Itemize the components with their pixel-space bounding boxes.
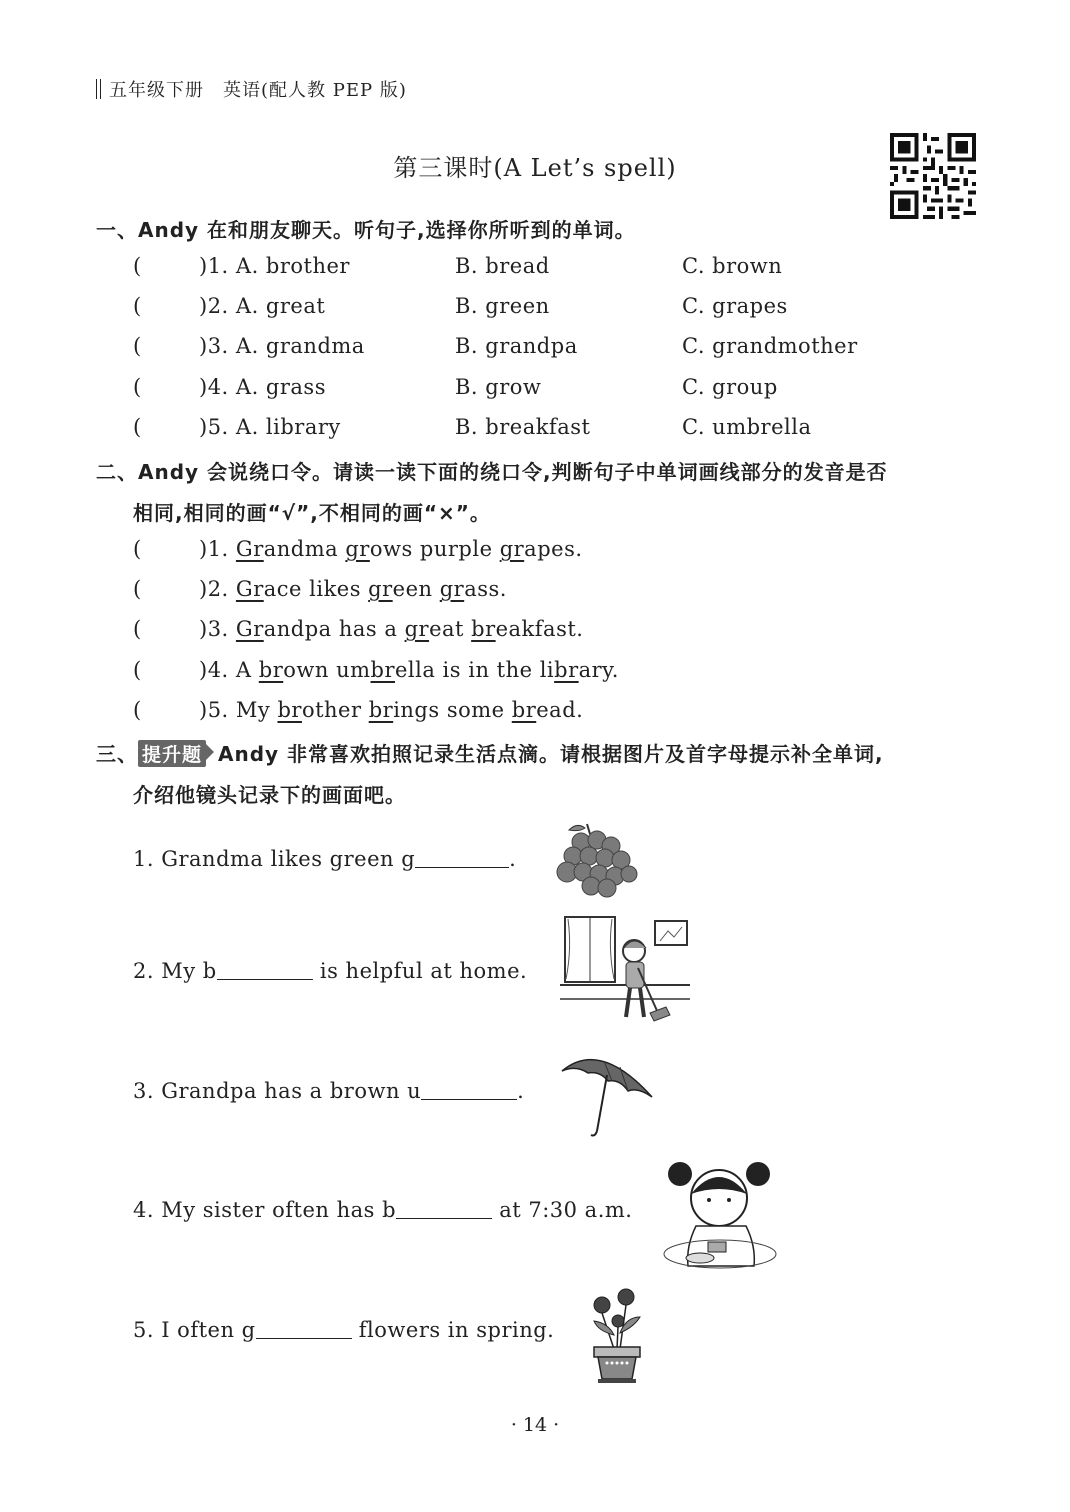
page-number: · 14 · xyxy=(510,1414,560,1436)
option-b: B. green xyxy=(455,294,550,318)
section-3-heading: 三、 提升题 Andy 非常喜欢拍照记录生活点滴。请根据图片及首字母提示补全单词, 介绍他镜头记录下的画面吧。 xyxy=(96,742,884,807)
answer-bracket[interactable]: ( xyxy=(133,577,142,601)
girl-eating-breakfast-icon xyxy=(660,1158,780,1270)
option-a: )2. A. great xyxy=(199,294,326,318)
answer-bracket[interactable]: ( xyxy=(133,537,142,561)
option-a: )4. A. grass xyxy=(199,375,326,399)
answer-blank[interactable] xyxy=(396,1198,492,1219)
option-c: C. grandmother xyxy=(682,334,858,358)
option-a: )3. A. grandma xyxy=(199,334,365,358)
option-c: C. grapes xyxy=(682,294,788,318)
answer-bracket[interactable]: ( xyxy=(133,334,142,358)
option-a: )5. A. library xyxy=(199,415,341,439)
answer-bracket[interactable]: ( xyxy=(133,375,142,399)
umbrella-icon xyxy=(560,1045,655,1140)
answer-blank[interactable] xyxy=(256,1318,352,1339)
header-text: 五年级下册 英语(配人教 PEP 版) xyxy=(109,80,407,101)
question-1-3 xyxy=(133,334,858,358)
option-b: B. grow xyxy=(455,375,542,399)
question-2-4: ( )4. A brown umbrella is in the library. xyxy=(133,658,619,682)
question-1-4 xyxy=(133,375,778,399)
page-header xyxy=(96,76,407,102)
advanced-tag: 提升题 xyxy=(138,740,206,767)
fill-blank-1: 1. Grandma likes green g . xyxy=(133,847,517,871)
answer-bracket[interactable]: ( xyxy=(133,415,142,439)
answer-blank[interactable] xyxy=(217,959,313,980)
option-a: )1. A. brother xyxy=(199,254,350,278)
lesson-title: 第三课时(A Let’s spell) xyxy=(393,154,677,182)
boy-sweeping-icon xyxy=(560,913,692,1028)
section-1-heading: 一、Andy 在和朋友聊天。听句子,选择你所听到的单词。 xyxy=(96,218,636,242)
option-b: B. bread xyxy=(455,254,550,278)
qr-code-icon xyxy=(890,133,976,219)
option-b: B. breakfast xyxy=(455,415,591,439)
answer-bracket[interactable]: ( xyxy=(133,254,142,278)
question-1-2 xyxy=(133,294,788,318)
answer-bracket[interactable]: ( xyxy=(133,698,142,722)
question-1-5 xyxy=(133,415,812,439)
answer-bracket[interactable]: ( xyxy=(133,294,142,318)
question-2-1: ( )1. Grandma grows purple grapes. xyxy=(133,537,583,561)
fill-blank-5: 5. I often g flowers in spring. xyxy=(133,1318,555,1342)
section-2-heading: 二、Andy 会说绕口令。请读一读下面的绕口令,判断句子中单词画线部分的发音是否 相同,相同的画“√”,不相同的画“×”。 xyxy=(96,460,888,525)
option-b: B. grandpa xyxy=(455,334,578,358)
fill-blank-4: 4. My sister often has b at 7:30 a.m. xyxy=(133,1198,633,1222)
option-c: C. umbrella xyxy=(682,415,812,439)
option-c: C. group xyxy=(682,375,778,399)
flower-pot-icon xyxy=(580,1285,650,1385)
fill-blank-3: 3. Grandpa has a brown u . xyxy=(133,1079,525,1103)
answer-bracket[interactable]: ( xyxy=(133,658,142,682)
option-c: C. brown xyxy=(682,254,783,278)
fill-blank-2: 2. My b is helpful at home. xyxy=(133,959,528,983)
question-2-2: ( )2. Grace likes green grass. xyxy=(133,577,507,601)
answer-bracket[interactable]: ( xyxy=(133,617,142,641)
answer-blank[interactable] xyxy=(421,1079,517,1100)
header-bar xyxy=(96,79,101,99)
answer-blank[interactable] xyxy=(415,847,509,868)
question-1-1 xyxy=(133,254,783,278)
question-2-3: ( )3. Grandpa has a great breakfast. xyxy=(133,617,584,641)
grapes-icon xyxy=(545,820,640,900)
question-2-5: ( )5. My brother brings some bread. xyxy=(133,698,584,722)
